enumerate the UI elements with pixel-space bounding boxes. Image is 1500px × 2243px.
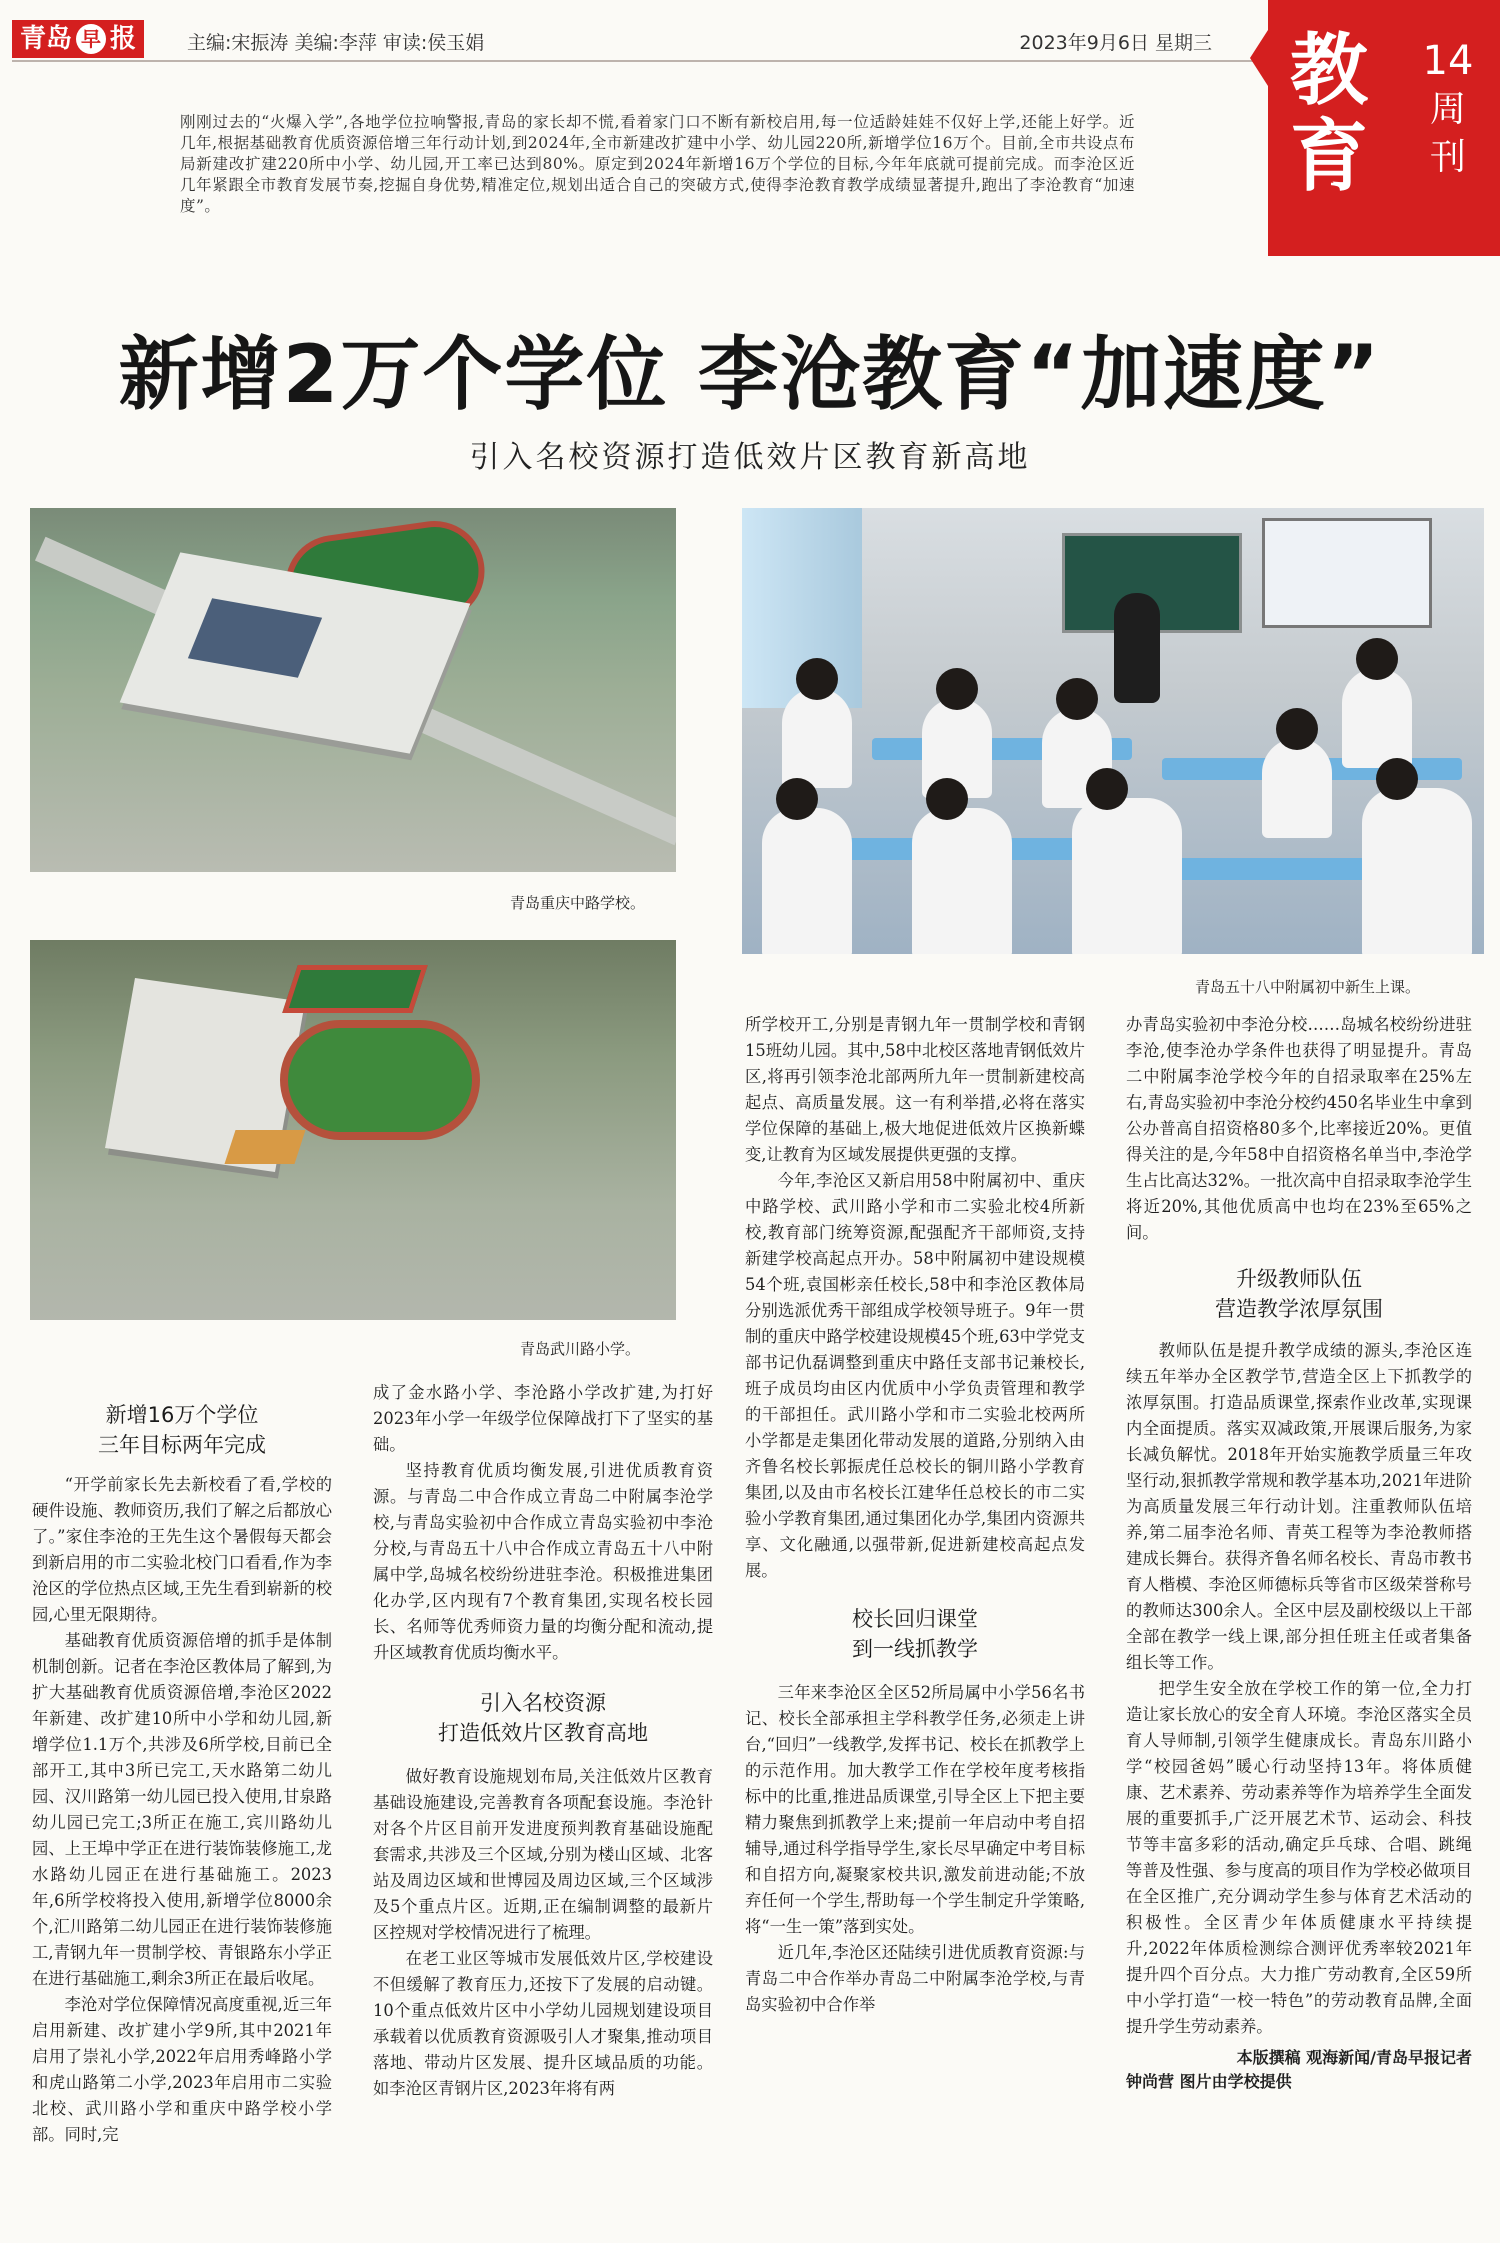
column-2-paragraph: 在老工业区等城市发展低效片区,学校建设不但缓解了教育压力,还按下了发展的启动键。10个重点低效片区中小学幼儿园规划建设项目承载着以优质教育资源吸引人才聚集,推动项目落地、带动片区发展、提升区域品质的功能。如李沧区青钢片区,2023年将有两 — [373, 1949, 713, 2098]
article-column-1 — [32, 1400, 332, 2148]
column-3-paragraph: 所学校开工,分别是青钢九年一贯制学校和青钢15班幼儿园。其中,58中北校区落地青钢低效片区,将再引领李沧北部两所九年一贯制新建校高起点、高质量发展。这一有利举措,必将在落实学位保障的基础上,极大地促进低效片区换新蝶变,让教育为区域发展提供更强的支撑。 — [745, 1015, 1085, 1164]
editorial-staff: 主编:宋振涛 美编:李萍 审读:侯玉娟 — [187, 32, 485, 54]
column-1-subtitle — [32, 1400, 332, 1460]
photo-3-caption: 青岛五十八中附属初中新生上课。 — [1195, 978, 1421, 996]
article-column-2 — [373, 1380, 713, 2102]
column-4-paragraph: 办青岛实验初中李沧分校……岛城名校纷纷进驻李沧,使李沧办学条件也获得了明显提升。青岛二中附属李沧学校今年的自招录取率在25%左右,青岛实验初中李沧分校约450名毕业生中拿到公办普高自招资格80多个,比率接近20%。更值得关注的是,今年58中自招资格名单当中,李沧学生占比高达32%。一批次高中自招录取李沧学生将近20%,其他优质高中也均在23%至65%之间。 — [1126, 1015, 1472, 1242]
school-rendering-photo-2 — [30, 940, 676, 1320]
column-3-subtitle — [745, 1604, 1085, 1664]
column-3-paragraph: 三年来李沧区全区52所局属中小学56名书记、校长全部承担主学科教学任务,必须走上讲台,“回归”一线教学,发挥书记、校长在抓教学上的示范作用。加大教学工作在学校年度考核指标中的比重,推进品质课堂,引导全区上下把主要精力聚焦到抓教学上来;提前一年启动中考自招辅导,通过科学指导学生,家长尽早确定中考目标和自招方向,凝聚家校共识,激发前进动能;不放弃任何一个学生,帮助每一个学生制定升学策略,将“一生一策”落到实处。 — [745, 1683, 1085, 1936]
newspaper-logo — [12, 20, 144, 58]
column-2-paragraph: 做好教育设施规划布局,关注低效片区教育基础设施建设,完善教育各项配套设施。李沧针对各个片区目前开发进度预判教育基础设施配套需求,共涉及三个区域,分别为楼山区域、北客站及周边区域和世博园及周边区域,三个区域涉及5个重点片区。近期,正在编制调整的最新片区控规对学校情况进行了梳理。 — [373, 1767, 713, 1942]
column-1-subtitle-line2: 三年目标两年完成 — [98, 1433, 266, 1457]
column-2-subtitle-line1: 引入名校资源 — [480, 1691, 606, 1715]
column-3-subtitle-line2: 到一线抓教学 — [852, 1637, 978, 1661]
logo-text-suffix: 报 — [110, 24, 137, 54]
column-4-subtitle — [1126, 1264, 1472, 1324]
page-number: 14 — [1422, 38, 1474, 84]
article-column-3 — [745, 1012, 1085, 2018]
column-4-paragraph: 把学生安全放在学校工作的第一位,全力打造让家长放心的安全育人环境。李沧区落实全员育人导师制,引领学生健康成长。青岛东川路小学“校园爸妈”暖心行动坚持13年。将体质健康、艺术素养、劳动素养等作为培养学生全面发展的重要抓手,广泛开展艺术节、运动会、科技节等丰富多彩的活动,确定乒乓球、合唱、跳绳等普及性强、参与度高的项目作为学校必做项目在全区推广,充分调动学生参与体育艺术活动的积极性。全区青少年体质健康水平持续提升,2022年体质检测综合测评优秀率较2021年提升四个百分点。大力推广劳动教育,全区59所中小学打造“一校一特色”的劳动教育品牌,全面提升学生劳动素养。 — [1126, 1679, 1472, 2036]
article-column-4 — [1126, 1012, 1472, 2094]
column-2-subtitle-line2: 打造低效片区教育高地 — [438, 1721, 648, 1745]
column-3-paragraph: 近几年,李沧区还陆续引进优质教育资源:与青岛二中合作举办青岛二中附属李沧学校,与青岛实验初中合作举 — [745, 1943, 1085, 2014]
column-2-subtitle — [373, 1688, 713, 1748]
column-1-paragraph: 基础教育优质资源倍增的抓手是体制机制创新。记者在李沧区教体局了解到,为扩大基础教育优质资源倍增,李沧区2022年新建、改扩建10所中小学和幼儿园,新增学位1.1万个,共涉及6所学校,目前已全部开工,其中3所已完工,天水路第二幼儿园、汉川路第一幼儿园已投入使用,甘泉路幼儿园已完工;3所正在施工,宾川路幼儿园、上王埠中学正在进行装饰装修施工,龙水路幼儿园正在进行基础施工。2023年,6所学校将投入使用,新增学位8000余个,汇川路第二幼儿园正在进行装饰装修施工,青钢九年一贯制学校、青银路东小学正在进行基础施工,剩余3所正在最后收尾。 — [32, 1631, 332, 1988]
column-3-paragraph: 今年,李沧区又新启用58中附属初中、重庆中路学校、武川路小学和市二实验北校4所新校,教育部门统筹资源,配强配齐干部师资,支持新建学校高起点开办。58中附属初中建设规模54个班,袁国彬亲任校长,58中和李沧区教体局分别选派优秀干部组成学校领导班子。9年一贯制的重庆中路学校建设规模45个班,63中学党支部书记仇磊调整到重庆中路任支部书记兼校长,班子成员均由区内优质中小学负责管理和教学的干部担任。武川路小学和市二实验北校两所小学都是走集团化带动发展的道路,分别纳入由齐鲁名校长郭振虎任总校长的铜川路小学教育集团,以及由市名校长江建华任总校长的市二实验小学教育集团,通过集团化办学,集团内资源共享、文化融通,以强带新,促进新建校高起点发展。 — [745, 1171, 1085, 1580]
column-2-paragraph: 坚持教育优质均衡发展,引进优质教育资源。与青岛二中合作成立青岛二中附属李沧学校,与青岛实验初中合作成立青岛实验初中李沧分校,与青岛五十八中合作成立青岛五十八中附属中学,岛城名校纷纷进驻李沧。积极推进集团化办学,区内现有7个教育集团,实现名校长园长、名师等优秀师资力量的均衡分配和流动,提升区域教育优质均衡水平。 — [373, 1461, 713, 1662]
page-title: 新增2万个学位 李沧教育“加速度” — [118, 328, 1382, 421]
tab-notch — [1250, 30, 1268, 86]
logo-mark-icon: 早 — [76, 24, 106, 54]
masthead — [12, 18, 1262, 62]
byline — [1126, 2046, 1472, 2094]
section-tab — [1268, 0, 1500, 256]
section-meta — [1418, 36, 1478, 182]
photo-2-caption: 青岛武川路小学。 — [520, 1340, 641, 1358]
column-4-subtitle-line2: 营造教学浓厚氛围 — [1215, 1297, 1383, 1321]
column-1-subtitle-line1: 新增16万个学位 — [105, 1403, 259, 1427]
column-1-paragraph: 李沧对学位保障情况高度重视,近三年启用新建、改扩建小学9所,其中2021年启用了崇礼小学,2022年启用秀峰路小学和虎山路第二小学,2023年启用市二实验北校、武川路小学和重庆中路学校小学部。同时,完 — [32, 1995, 332, 2144]
logo-text: 青岛 — [20, 24, 73, 54]
weekly-label: 周刊 — [1429, 89, 1466, 178]
school-rendering-photo-1 — [30, 508, 676, 872]
lead-paragraph: 刚刚过去的“火爆入学”,各地学位拉响警报,青岛的家长却不慌,看着家门口不断有新校启用,每一位适龄娃娃不仅好上学,还能上好学。近几年,根据基础教育优质资源倍增三年行动计划,到2024年,全市新建改扩建中小学、幼儿园220所,新增学位16万个。目前,全市共设点布局新建改扩建220所中小学、幼儿园,开工率已达到80%。原定到2024年新增16万个学位的目标,今年年底就可提前完成。而李沧区近几年紧跟全市教育发展节奏,挖掘自身优势,精准定位,规划出适合自己的突破方式,使得李沧教育教学成绩显著提升,跑出了李沧教育“加速度”。 — [180, 113, 1135, 215]
page-subtitle: 引入名校资源打造低效片区教育新高地 — [469, 440, 1031, 475]
classroom-photo — [742, 508, 1484, 954]
section-name: 教育 — [1290, 26, 1369, 202]
byline-line1: 本版撰稿 观海新闻/青岛早报记者 — [1236, 2048, 1472, 2067]
issue-date: 2023年9月6日 星期三 — [1019, 32, 1212, 54]
column-4-paragraph: 教师队伍是提升教学成绩的源头,李沧区连续五年举办全区教学节,营造全区上下抓教学的浓厚氛围。打造品质课堂,探索作业改革,实现课内全面提质。落实双减政策,开展课后服务,为家长减负解忧。2018年开始实施教学质量三年攻坚行动,狠抓教学常规和教学基本功,2021年进阶为高质量发展三年行动计划。注重教师队伍培养,第二届李沧名师、青英工程等为李沧教师搭建成长舞台。获得齐鲁名师名校长、青岛市教书育人楷模、李沧区师德标兵等省市区级荣誉称号的教师达300余人。全区中层及副校级以上干部全部在教学一线上课,部分担任班主任或者集备组长等工作。 — [1126, 1341, 1472, 1672]
column-1-paragraph: “开学前家长先去新校看了看,学校的硬件设施、教师资历,我们了解之后都放心了。”家住李沧的王先生这个暑假每天都会到新启用的市二实验北校门口看看,作为李沧区的学位热点区域,王先生看到崭新的校园,心里无限期待。 — [32, 1475, 332, 1624]
column-3-subtitle-line1: 校长回归课堂 — [852, 1607, 978, 1631]
byline-line2: 钟尚营 图片由学校提供 — [1126, 2072, 1292, 2091]
column-4-subtitle-line1: 升级教师队伍 — [1236, 1267, 1362, 1291]
column-2-paragraph: 成了金水路小学、李沧路小学改扩建,为打好2023年小学一年级学位保障战打下了坚实的基础。 — [373, 1383, 713, 1454]
photo-1-caption: 青岛重庆中路学校。 — [510, 894, 646, 912]
